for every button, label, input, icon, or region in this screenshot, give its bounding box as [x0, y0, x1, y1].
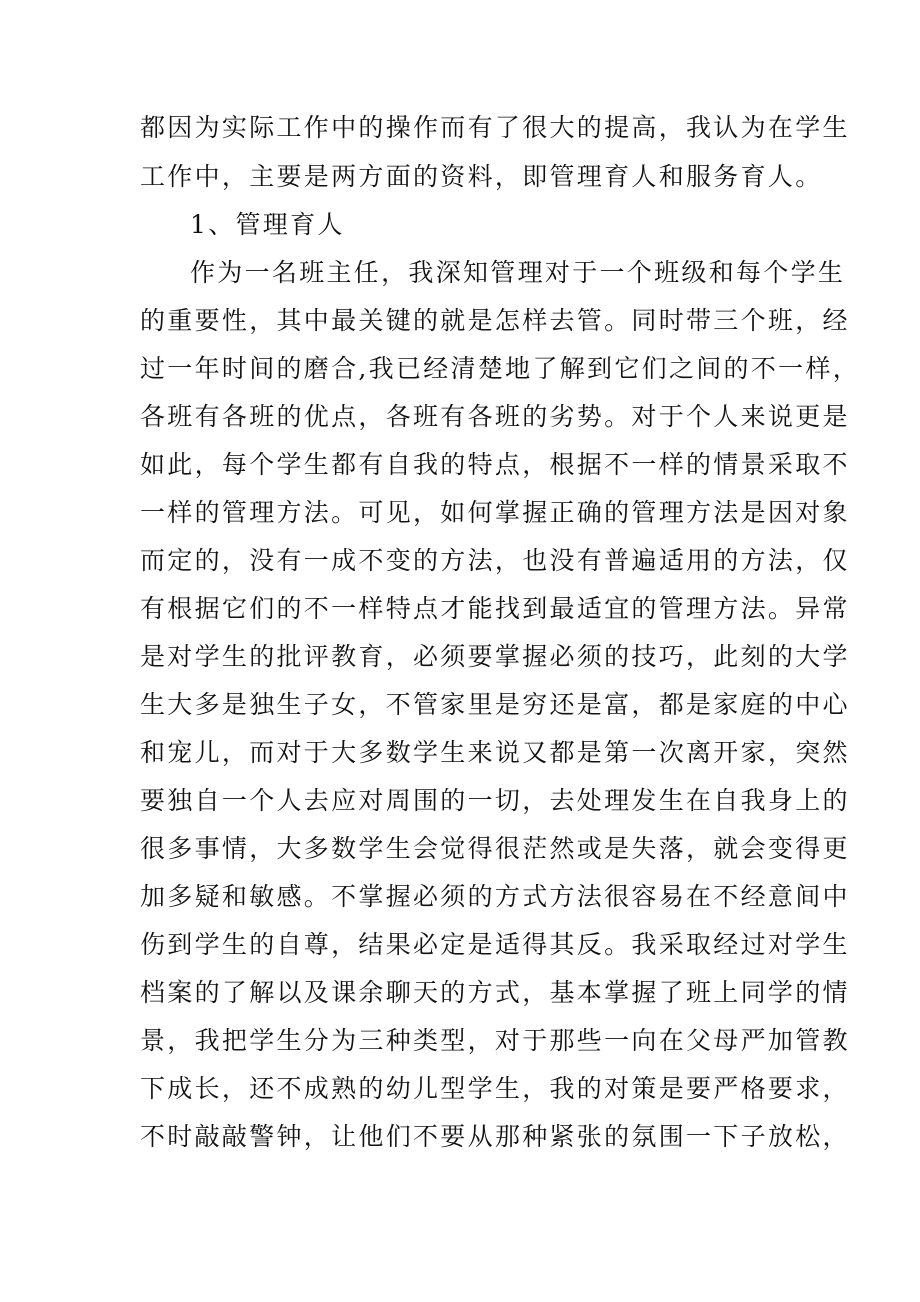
text-line: 各班有各班的优点，各班有各班的劣势。对于个人来说更是: [140, 402, 850, 431]
text-line: 景，我把学生分为三种类型，对于那些一向在父母严加管教: [140, 1026, 850, 1055]
text-line: 一样的管理方法。可见，如何掌握正确的管理方法是因对象: [140, 498, 850, 527]
text-line: 生大多是独生子女，不管家里是穷还是富，都是家庭的中心: [140, 690, 850, 719]
text-line: 都因为实际工作中的操作而有了很大的提高，我认为在学生: [140, 113, 850, 142]
text-line: 不时敲敲警钟，让他们不要从那种紧张的氛围一下子放松，: [140, 1122, 850, 1151]
text-line: 作为一名班主任，我深知管理对于一个班级和每个学生: [190, 258, 846, 287]
text-line: 的重要性，其中最关键的就是怎样去管。同时带三个班，经: [140, 306, 850, 335]
text-line: 档案的了解以及课余聊天的方式，基本掌握了班上同学的情: [140, 978, 850, 1007]
text-line: 下成长，还不成熟的幼儿型学生，我的对策是要严格要求，: [140, 1074, 850, 1103]
text-line: 如此，每个学生都有自我的特点，根据不一样的情景采取不: [140, 450, 850, 479]
text-line: 和宠儿，而对于大多数学生来说又都是第一次离开家，突然: [140, 738, 850, 767]
section-heading: 1、管理育人: [190, 210, 345, 239]
text-line: 很多事情，大多数学生会觉得很茫然或是失落，就会变得更: [140, 834, 850, 863]
text-line: 加多疑和敏感。不掌握必须的方式方法很容易在不经意间中: [140, 882, 850, 911]
text-line: 要独自一个人去应对周围的一切，去处理发生在自我身上的: [140, 786, 850, 815]
text-line: 伤到学生的自尊，结果必定是适得其反。我采取经过对学生: [140, 930, 850, 959]
text-line: 过一年时间的磨合,我已经清楚地了解到它们之间的不一样，: [140, 354, 861, 383]
text-line: 是对学生的批评教育，必须要掌握必须的技巧，此刻的大学: [140, 642, 850, 671]
text-line: 而定的，没有一成不变的方法，也没有普遍适用的方法，仅: [140, 546, 850, 575]
text-line: 有根据它们的不一样特点才能找到最适宜的管理方法。异常: [140, 594, 850, 623]
text-line: 工作中，主要是两方面的资料，即管理育人和服务育人。: [140, 162, 823, 191]
